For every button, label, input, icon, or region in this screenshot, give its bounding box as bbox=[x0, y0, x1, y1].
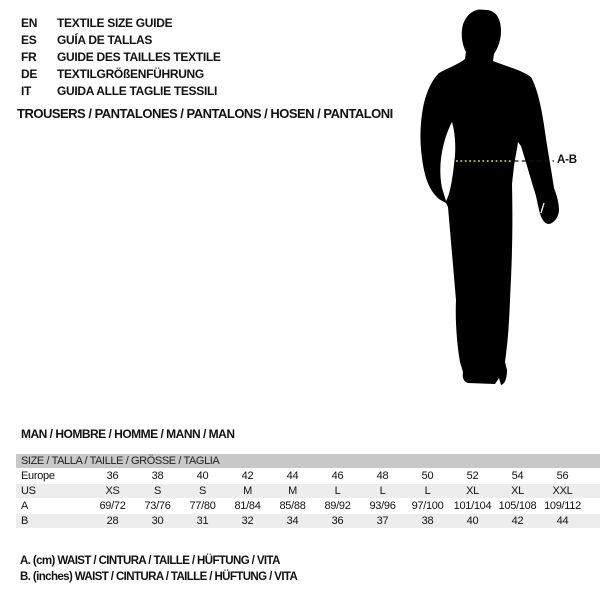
size-cell: XXL bbox=[552, 485, 573, 497]
size-table-header: SIZE / TALLA / TAILLE / GRÖSSE / TAGLIA bbox=[16, 454, 600, 468]
row-label: US bbox=[21, 485, 36, 497]
man-silhouette bbox=[408, 5, 583, 390]
row-label: A bbox=[21, 500, 29, 512]
language-row bbox=[21, 66, 221, 83]
size-cell: 40 bbox=[466, 515, 479, 527]
footnote: A. (cm) WAIST / CINTURA / TAILLE / HÜFTUNG / VITA bbox=[20, 555, 280, 567]
table-row bbox=[16, 498, 600, 513]
row-label: Europe bbox=[21, 470, 55, 482]
language-row bbox=[21, 49, 221, 66]
language-code: ES bbox=[21, 33, 37, 47]
language-label: GUIDA ALLE TAGLIE TESSILI bbox=[57, 84, 218, 98]
size-cell: 42 bbox=[241, 470, 254, 482]
size-cell: 52 bbox=[466, 470, 479, 482]
size-cell: 77/80 bbox=[189, 500, 216, 512]
language-code: DE bbox=[21, 67, 38, 81]
size-cell: 40 bbox=[196, 470, 209, 482]
size-cell: XL bbox=[466, 485, 479, 497]
size-cell: M bbox=[243, 485, 252, 497]
size-cell: 32 bbox=[241, 515, 254, 527]
language-row bbox=[21, 32, 221, 49]
size-cell: 50 bbox=[421, 470, 434, 482]
language-list bbox=[21, 15, 221, 100]
size-table bbox=[16, 454, 600, 528]
size-cell: 30 bbox=[151, 515, 164, 527]
table-row bbox=[16, 483, 600, 498]
size-cell: 44 bbox=[286, 470, 299, 482]
size-cell: 36 bbox=[331, 515, 344, 527]
size-cell: 85/88 bbox=[279, 500, 306, 512]
size-cell: 36 bbox=[106, 470, 119, 482]
size-cell: 38 bbox=[151, 470, 164, 482]
language-code: IT bbox=[21, 84, 32, 98]
size-cell: 31 bbox=[196, 515, 209, 527]
size-cell: L bbox=[334, 485, 341, 497]
size-table-body bbox=[16, 468, 600, 528]
table-row bbox=[16, 468, 600, 483]
measure-label: A-B bbox=[557, 154, 577, 166]
size-cell: 56 bbox=[556, 470, 569, 482]
size-cell: S bbox=[198, 485, 207, 497]
size-cell: 44 bbox=[556, 515, 569, 527]
size-cell: 97/100 bbox=[411, 500, 444, 512]
size-cell: 73/76 bbox=[144, 500, 171, 512]
size-cell: 48 bbox=[376, 470, 389, 482]
size-cell: 69/72 bbox=[99, 500, 126, 512]
size-cell: 54 bbox=[511, 470, 524, 482]
language-label: TEXTILE SIZE GUIDE bbox=[57, 16, 173, 30]
language-label: GUIDE DES TAILLES TEXTILE bbox=[57, 50, 221, 64]
size-cell: 42 bbox=[511, 515, 524, 527]
size-cell: 81/84 bbox=[234, 500, 261, 512]
size-cell: 101/104 bbox=[453, 500, 492, 512]
language-row bbox=[21, 83, 221, 100]
size-cell: S bbox=[153, 485, 162, 497]
size-cell: XL bbox=[511, 485, 524, 497]
size-cell: 38 bbox=[421, 515, 434, 527]
garment-title: TROUSERS / PANTALONES / PANTALONS / HOSEN / PANTALONI bbox=[17, 106, 393, 121]
footnotes bbox=[20, 554, 297, 585]
size-cell: L bbox=[424, 485, 431, 497]
size-cell: 34 bbox=[286, 515, 299, 527]
size-cell: M bbox=[288, 485, 297, 497]
section-title: MAN / HOMBRE / HOMME / MANN / MAN bbox=[21, 427, 235, 441]
language-code: EN bbox=[21, 16, 38, 30]
size-cell: 46 bbox=[331, 470, 344, 482]
footnote: B. (inches) WAIST / CINTURA / TAILLE / HÜFTUNG / VITA bbox=[20, 570, 298, 583]
size-cell: 105/108 bbox=[498, 500, 537, 512]
size-cell: XS bbox=[105, 485, 120, 497]
language-row bbox=[21, 15, 221, 32]
man-body-shape bbox=[420, 10, 559, 386]
size-cell: L bbox=[379, 485, 386, 497]
language-label: TEXTILGRÖßENFÜHRUNG bbox=[57, 67, 204, 81]
language-code: FR bbox=[21, 50, 37, 64]
table-row bbox=[16, 513, 600, 528]
language-label: GUÍA DE TALLAS bbox=[57, 33, 153, 47]
size-cell: 93/96 bbox=[369, 500, 396, 512]
size-cell: 37 bbox=[376, 515, 389, 527]
size-cell: 109/112 bbox=[544, 500, 581, 512]
row-label: B bbox=[21, 515, 29, 527]
size-cell: 28 bbox=[106, 515, 119, 527]
size-cell: 89/92 bbox=[324, 500, 351, 512]
